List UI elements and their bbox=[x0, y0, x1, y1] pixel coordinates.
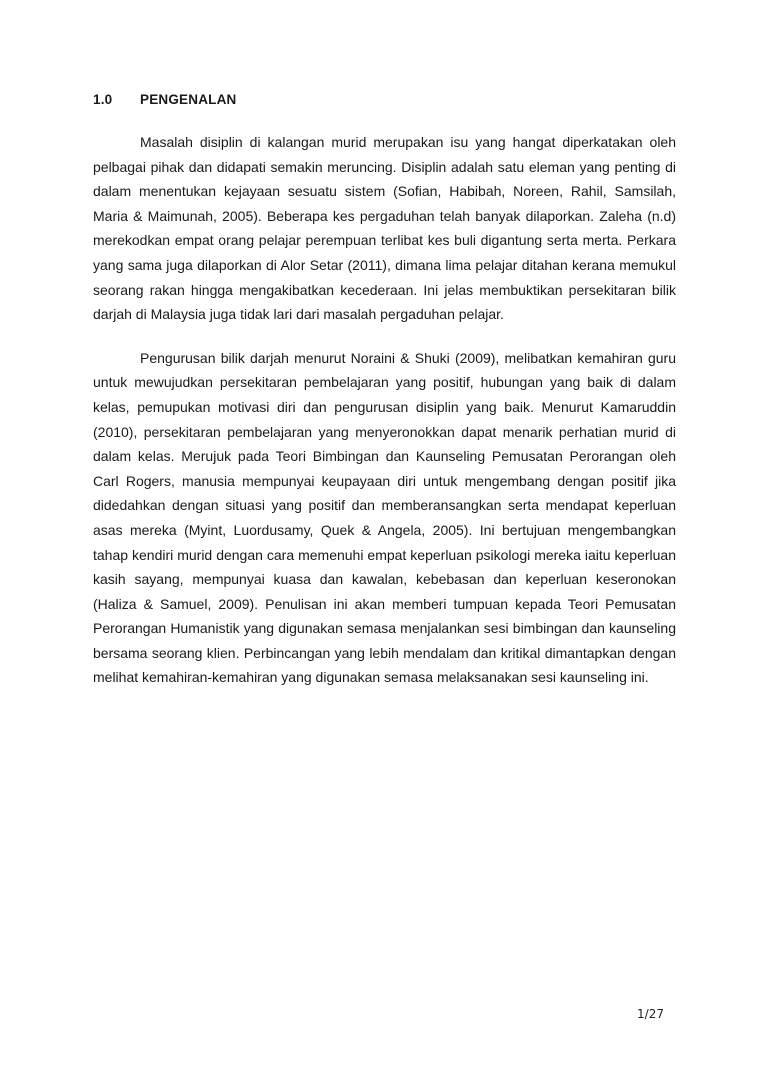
section-heading bbox=[93, 92, 237, 107]
paragraph-1: Masalah disiplin di kalangan murid merupakan isu yang hangat diperkatakan oleh pelbagai pihak dan didapati semakin meruncing. Disiplin adalah satu eleman yang penting di dalam menentukan kejayaan sesuatu sistem (Sofian, Habibah, Noreen, Rahil, Samsilah, Maria & Maimunah, 2005). Beberapa kes pergaduhan telah banyak dilaporkan. Zaleha (n.d) merekodkan empat orang pelajar perempuan terlibat kes buli digantung serta merta. Perkara yang sama juga dilaporkan di Alor Setar (2011), dimana lima pelajar ditahan kerana memukul seorang rakan hingga mengakibatkan kecederaan. Ini jelas membuktikan persekitaran bilik darjah di Malaysia juga tidak lari dari masalah pergaduhan pelajar. bbox=[93, 134, 676, 323]
body-text bbox=[93, 130, 676, 709]
section-title: PENGENALAN bbox=[140, 92, 237, 107]
section-number: 1.0 bbox=[93, 92, 113, 107]
page-number: 1/27 bbox=[637, 1007, 664, 1021]
paragraph-2: Pengurusan bilik darjah menurut Noraini & Shuki (2009), melibatkan kemahiran guru untuk mewujudkan persekitaran pembelajaran yang positif, hubungan yang baik di dalam kelas, pemupukan motivasi diri dan pengurusan disiplin yang baik. Menurut Kamaruddin (2010), persekitaran pembelajaran yang menyeronokkan dapat menarik perhatian murid di dalam kelas. Merujuk pada Teori Bimbingan dan Kaunseling Pemusatan Perorangan oleh Carl Rogers, manusia mempunyai keupayaan diri untuk mengembang dengan positif jika didedahkan dengan situasi yang positif dan memberansangkan serta mendapat keperluan asas mereka (Myint, Luordusamy, Quek & Angela, 2005). Ini bertujuan mengembangkan tahap kendiri murid dengan cara memenuhi empat keperluan psikologi mereka iaitu keperluan kasih sayang, mempunyai kuasa dan kawalan, kebebasan dan keperluan keseronokan (Haliza & Samuel, 2009). Penulisan ini akan memberi tumpuan kepada Teori Pemusatan Perorangan Humanistik yang digunakan semasa menjalankan sesi bimbingan dan kaunseling bersama seorang klien. Perbincangan yang lebih mendalam dan kritikal dimantapkan dengan melihat kemahiran-kemahiran yang digunakan semasa melaksanakan sesi kaunseling ini. bbox=[93, 349, 676, 686]
